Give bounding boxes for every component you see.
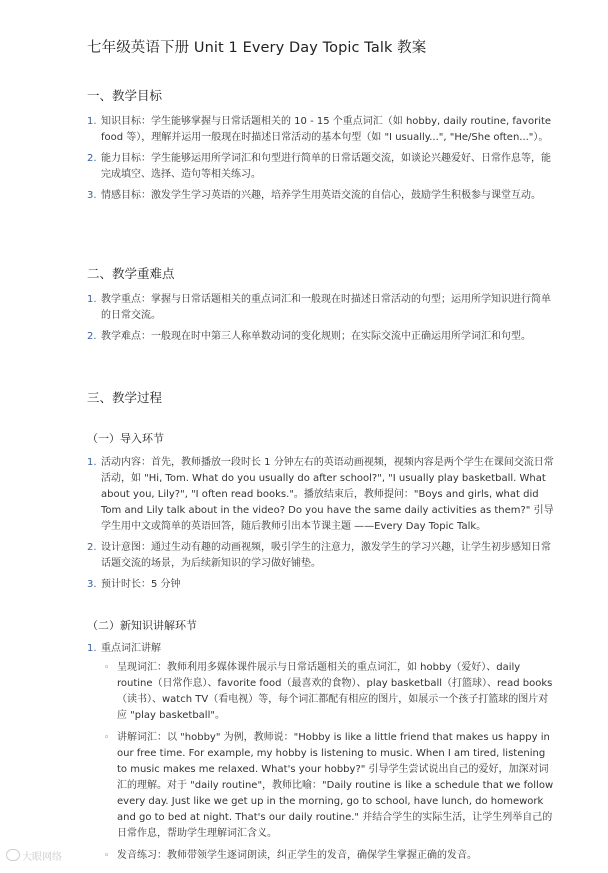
list-item-text: 教学重点：掌握与日常话题相关的重点词汇和一般现在时描述日常活动的句型；运用所学知识进行简单的日常交流。 bbox=[101, 294, 551, 321]
list-number: 1. bbox=[87, 457, 97, 468]
watermark-text: 大眼网络 bbox=[22, 852, 62, 863]
sub-list-item bbox=[101, 730, 557, 842]
list-number: 3. bbox=[87, 190, 97, 201]
sub-list-item bbox=[101, 660, 557, 724]
new-knowledge-list bbox=[87, 641, 557, 870]
bullet-icon: ◦ bbox=[104, 851, 110, 861]
subsection-heading-new-knowledge: （二）新知识讲解环节 bbox=[87, 619, 197, 632]
list-item-text: 预计时长：5 分钟 bbox=[101, 579, 181, 590]
list-item bbox=[87, 641, 557, 864]
watermark-logo-icon bbox=[6, 849, 20, 861]
list-item bbox=[87, 292, 557, 324]
list-item bbox=[87, 540, 557, 572]
sub-list-item-text: 呈现词汇：教师利用多媒体课件展示与日常话题相关的重点词汇，如 hobby（爱好）、daily routine（日常作息）、favorite food（最喜欢的食物）、play basketball（打篮球）、read books（读书）、watch TV（看电视）等，每个词汇都配有相应的图片，如展示一个孩子打篮球的图片对应 "play basketball"。 bbox=[117, 662, 553, 721]
list-item bbox=[87, 329, 557, 345]
list-number: 3. bbox=[87, 579, 97, 590]
list-number: 2. bbox=[87, 542, 97, 553]
intro-list bbox=[87, 455, 557, 598]
sub-list-item-text: 讲解词汇：以 "hobby" 为例，教师说："Hobby is like a little friend that makes us happy in our free time. For example, my hobby is listening to music. When I am tired, listening to music makes me relaxed. What's your hobby?" 引导学生尝试说出自己的爱好，加深对词汇的理解。对于 "daily routine"，教师比喻："Daily routine is like a schedule that we follow every day. Just like we get up in the morning, go to school, have lunch, do homework and go to bed at night. That's our daily routine." 并结合学生的实际生活，让学生列举自己的日常作息，帮助学生理解词汇含义。 bbox=[117, 732, 554, 839]
section-heading-key-points: 二、教学重难点 bbox=[87, 266, 175, 281]
document-title: 七年级英语下册 Unit 1 Every Day Topic Talk 教案 bbox=[87, 40, 427, 56]
list-number: 1. bbox=[87, 294, 97, 305]
list-number: 2. bbox=[87, 331, 97, 342]
vocab-sublist bbox=[101, 660, 557, 864]
list-item bbox=[87, 151, 557, 183]
watermark bbox=[6, 848, 62, 863]
sub-list-item-text: 发音练习：教师带领学生逐词朗读，纠正学生的发音，确保学生掌握正确的发音。 bbox=[117, 850, 477, 861]
list-item-text: 活动内容：首先，教师播放一段时长 1 分钟左右的英语动画视频，视频内容是两个学生在课间交流日常活动，如 "Hi, Tom. What do you usually do after school?", "I usually play basketball. What about you, Lily?", "I often read books."。播放结束后，教师提问："Boys and girls, what did Tom and Lily talk about in the video? Do you have the same daily activities as them?" 引导学生用中文或简单的英语回答，随后教师引出本节课主题 ——Every Day Topic Talk。 bbox=[101, 457, 554, 532]
bullet-icon: ◦ bbox=[104, 663, 110, 673]
list-number: 2. bbox=[87, 153, 97, 164]
sub-list-item bbox=[101, 848, 557, 864]
list-item-text: 能力目标：学生能够运用所学词汇和句型进行简单的日常话题交流，如谈论兴趣爱好、日常作息等，能完成填空、选择、造句等相关练习。 bbox=[101, 153, 551, 180]
list-item bbox=[87, 188, 557, 204]
key-points-list bbox=[87, 292, 557, 350]
bullet-icon: ◦ bbox=[104, 733, 110, 743]
list-item-text: 设计意图：通过生动有趣的动画视频，吸引学生的注意力，激发学生的学习兴趣，让学生初步感知日常话题交流的场景，为后续新知识的学习做好铺垫。 bbox=[101, 542, 551, 569]
section-heading-process: 三、教学过程 bbox=[87, 390, 163, 405]
objectives-list bbox=[87, 114, 557, 209]
list-number: 1. bbox=[87, 643, 97, 654]
section-heading-objectives: 一、教学目标 bbox=[87, 88, 163, 103]
list-number: 1. bbox=[87, 116, 97, 127]
list-item-text: 情感目标：激发学生学习英语的兴趣，培养学生用英语交流的自信心，鼓励学生积极参与课堂互动。 bbox=[101, 190, 541, 201]
list-item-text: 教学难点：一般现在时中第三人称单数动词的变化规则；在实际交流中正确运用所学词汇和句型。 bbox=[101, 331, 531, 342]
list-item-text: 知识目标：学生能够掌握与日常话题相关的 10 - 15 个重点词汇（如 hobby, daily routine, favorite food 等），理解并运用一般现在时描述日常活动的基本句型（如 "I usually...", "He/She often..."）。 bbox=[101, 116, 552, 143]
subsection-heading-intro: （一）导入环节 bbox=[87, 432, 164, 445]
list-item bbox=[87, 114, 557, 146]
list-item bbox=[87, 577, 557, 593]
list-item bbox=[87, 455, 557, 535]
list-item-text: 重点词汇讲解 bbox=[101, 643, 161, 654]
